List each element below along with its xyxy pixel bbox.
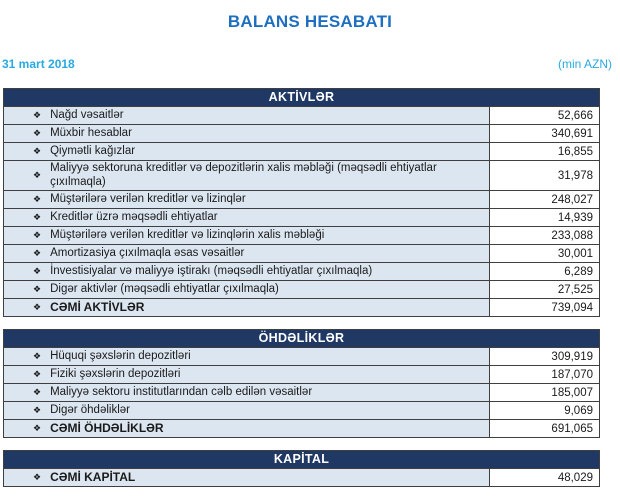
diamond-bullet-icon: ❖	[33, 193, 42, 204]
table-row	[4, 106, 599, 124]
row-value: 31,978	[489, 161, 599, 190]
row-label: Digər aktivlər (məqsədli ehtiyatlar çıxılmaqla)	[50, 282, 279, 295]
row-value: 739,094	[489, 299, 599, 316]
table-row	[4, 401, 599, 419]
row-label: Qiymətli kağızlar	[50, 144, 136, 157]
row-label: Digər öhdəliklər	[50, 403, 130, 416]
diamond-bullet-icon: ❖	[33, 422, 42, 433]
row-value: 185,007	[489, 384, 599, 401]
total-row	[4, 419, 599, 437]
section-header: KAPİTAL	[4, 451, 599, 468]
row-label: Amortizasiya çıxılmaqla əsas vəsaitlər	[50, 246, 245, 259]
row-value: 48,029	[489, 469, 599, 486]
section-header: ÖHDƏLİKLƏR	[4, 330, 599, 347]
row-label-cell	[4, 366, 489, 383]
table-row	[4, 142, 599, 160]
table-row	[4, 124, 599, 142]
diamond-bullet-icon: ❖	[33, 404, 42, 415]
report-date: 31 mart 2018	[2, 57, 75, 71]
page-title: BALANS HESABATI	[227, 12, 393, 31]
row-label-cell	[4, 402, 489, 419]
row-label-cell	[4, 191, 489, 208]
row-label-cell	[4, 281, 489, 298]
table-row	[4, 365, 599, 383]
row-label-cell	[4, 125, 489, 142]
row-value: 52,666	[489, 107, 599, 124]
table-row	[4, 208, 599, 226]
row-label: Hüquqi şəxslərin depozitləri	[50, 349, 191, 362]
row-label-cell	[4, 107, 489, 124]
diamond-bullet-icon: ❖	[33, 265, 42, 276]
row-value: 16,855	[489, 143, 599, 160]
total-row	[4, 298, 599, 316]
row-label-cell	[4, 227, 489, 244]
row-value: 9,069	[489, 402, 599, 419]
diamond-bullet-icon: ❖	[33, 471, 42, 482]
section-2	[3, 329, 600, 438]
row-label: Nağd vəsaitlər	[50, 108, 124, 121]
row-value: 14,939	[489, 209, 599, 226]
diamond-bullet-icon: ❖	[33, 301, 42, 312]
row-label: Müştərilərə verilən kreditlər və lizinqlərin xalis məbləği	[50, 228, 325, 241]
diamond-bullet-icon: ❖	[33, 145, 42, 156]
row-label: CƏMİ AKTİVLƏR	[50, 299, 145, 314]
table-row	[4, 280, 599, 298]
row-label: Maliyyə sektoruna kreditlər və depozitlərin xalis məbləği (məqsədli ehtiyatlar çıxılmaqla)	[50, 162, 437, 188]
row-label-cell	[4, 209, 489, 226]
row-label: Maliyyə sektoru institutlarından cəlb edilən vəsaitlər	[50, 385, 313, 398]
table-row	[4, 262, 599, 280]
table-row	[4, 226, 599, 244]
diamond-bullet-icon: ❖	[33, 368, 42, 379]
row-value: 233,088	[489, 227, 599, 244]
row-label-cell	[4, 299, 489, 316]
diamond-bullet-icon: ❖	[33, 109, 42, 120]
table-row	[4, 160, 599, 190]
row-value: 30,001	[489, 245, 599, 262]
row-label-cell	[4, 420, 489, 437]
diamond-bullet-icon: ❖	[33, 211, 42, 222]
table-row	[4, 190, 599, 208]
diamond-bullet-icon: ❖	[33, 350, 42, 361]
currency-unit-label: (min AZN)	[558, 57, 612, 71]
row-label: Müxbir hesablar	[50, 126, 132, 139]
row-value: 309,919	[489, 348, 599, 365]
table-row	[4, 244, 599, 262]
table-row	[4, 347, 599, 365]
diamond-bullet-icon: ❖	[33, 386, 42, 397]
row-label: CƏMİ KAPİTAL	[50, 469, 136, 484]
diamond-bullet-icon: ❖	[33, 127, 42, 138]
section-1	[3, 88, 600, 317]
row-label-cell	[4, 245, 489, 262]
row-label-cell	[4, 348, 489, 365]
row-value: 6,289	[489, 263, 599, 280]
total-row	[4, 468, 599, 486]
row-value: 187,070	[489, 366, 599, 383]
row-label-cell	[4, 384, 489, 401]
row-label-cell	[4, 469, 489, 486]
row-label: Fiziki şəxslərin depozitləri	[50, 367, 181, 380]
row-label-cell	[4, 143, 489, 160]
row-label-cell	[4, 161, 489, 190]
row-value: 691,065	[489, 420, 599, 437]
row-label: CƏMİ ÖHDƏLİKLƏR	[50, 420, 164, 435]
report-sections	[3, 88, 600, 487]
row-value: 340,691	[489, 125, 599, 142]
section-header: AKTİVLƏR	[4, 89, 599, 106]
report-meta-row	[0, 57, 620, 71]
row-label-cell	[4, 263, 489, 280]
diamond-bullet-icon: ❖	[33, 283, 42, 294]
table-row	[4, 383, 599, 401]
row-label: Müştərilərə verilən kreditlər və lizinqlər	[50, 192, 246, 205]
row-value: 248,027	[489, 191, 599, 208]
row-label: Kreditlər üzrə məqsədli ehtiyatlar	[50, 210, 218, 223]
diamond-bullet-icon: ❖	[33, 247, 42, 258]
row-value: 27,525	[489, 281, 599, 298]
row-label: İnvestisiyalar və maliyyə iştirakı (məqsədli ehtiyatlar çıxılmaqla)	[50, 264, 373, 277]
diamond-bullet-icon: ❖	[33, 169, 42, 180]
diamond-bullet-icon: ❖	[33, 229, 42, 240]
section-3	[3, 450, 600, 487]
